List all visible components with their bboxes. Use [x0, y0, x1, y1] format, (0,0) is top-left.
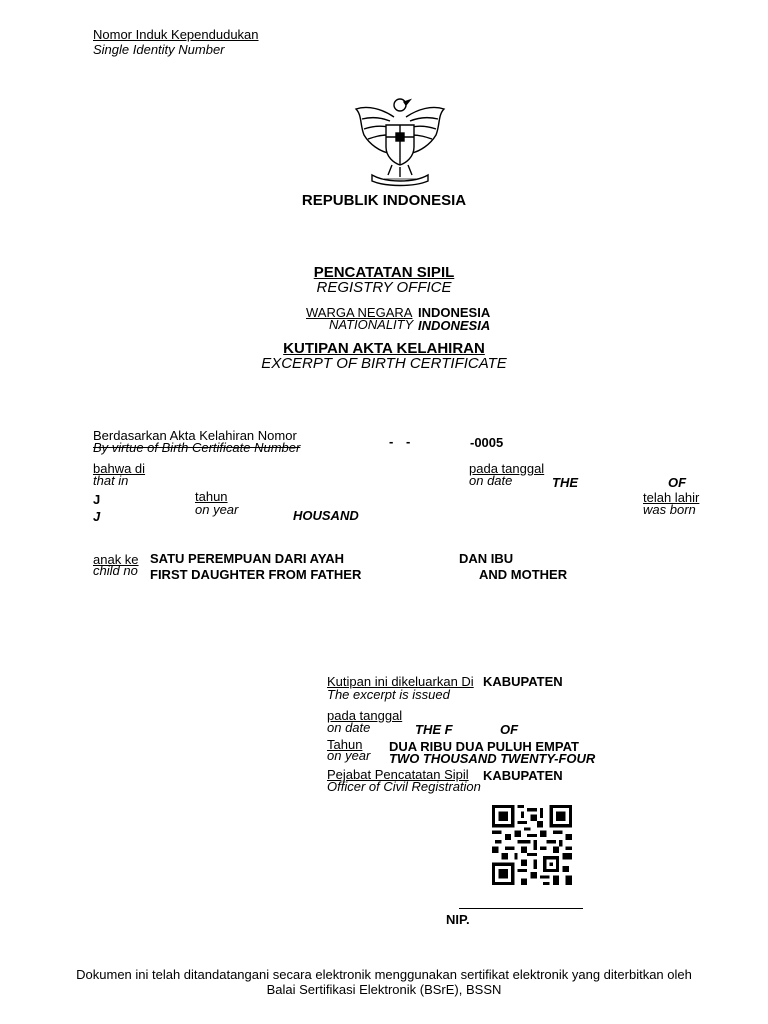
officer-value: KABUPATEN	[483, 768, 563, 783]
footer-line-1: Dokumen ini telah ditandatangani secara elektronik menggunakan sertifikat elektronik yang diterbitkan oleh	[76, 967, 692, 982]
nik-label-en: Single Identity Number	[93, 42, 225, 57]
issue-year-value: DUA RIBU DUA PULUH EMPAT	[389, 739, 579, 754]
officer-label: Pejabat Pencatatan Sipil	[327, 767, 469, 782]
basis-label-en: By virtue of Birth Certificate Number	[93, 440, 301, 455]
issue-year-label: Tahun	[327, 737, 363, 752]
garuda-emblem	[352, 95, 448, 187]
nik-label: Nomor Induk Kependudukan	[93, 27, 259, 42]
office-title: PENCATATAN SIPIL	[313, 264, 455, 281]
nationality-value-en: INDONESIA	[418, 318, 491, 333]
issue-date-of: OF	[500, 722, 519, 737]
place-label: bahwa di	[93, 461, 146, 476]
issue-year-value-en: TWO THOUSAND TWENTY-FOUR	[389, 751, 596, 766]
issued-label-en: The excerpt is issued	[327, 687, 450, 702]
issued-value: KABUPATEN	[483, 674, 563, 689]
cert-dash-2: -	[406, 434, 411, 449]
date-label-en: on date	[469, 473, 513, 488]
date-of: OF	[668, 475, 687, 490]
nationality-label: WARGA NEGARA	[306, 305, 413, 320]
date-the: THE	[552, 475, 578, 490]
footer-line-2: Balai Sertifikasi Elektronik (BSrE), BSSN	[266, 982, 502, 997]
signature-line	[459, 908, 583, 909]
basis-label: Berdasarkan Akta Kelahiran Nomor	[93, 428, 297, 443]
place-label-en: that in	[93, 473, 129, 488]
office-title-en: REGISTRY OFFICE	[316, 279, 452, 296]
year-label-en: on year	[195, 502, 239, 517]
document-title-en: EXCERPT OF BIRTH CERTIFICATE	[261, 355, 507, 372]
born-label: telah lahir	[643, 490, 700, 505]
child-label: anak ke	[93, 552, 139, 567]
document-title: KUTIPAN AKTA KELAHIRAN	[283, 340, 485, 357]
qr-code	[491, 805, 573, 885]
officer-label-en: Officer of Civil Registration	[327, 779, 481, 794]
child-value: SATU PEREMPUAN DARI AYAH	[150, 551, 345, 566]
issue-date-the: THE F	[415, 722, 453, 737]
year-value: HOUSAND	[293, 508, 359, 523]
place-value-1: J	[93, 492, 101, 507]
nip-label: NIP.	[446, 912, 470, 927]
place-value-2: J	[93, 509, 101, 524]
cert-number: -0005	[470, 435, 504, 450]
year-label: tahun	[195, 489, 228, 504]
born-label-en: was born	[643, 502, 696, 517]
mother-label: DAN IBU	[459, 551, 514, 566]
child-value-en: FIRST DAUGHTER FROM FATHER	[150, 567, 362, 582]
date-label: pada tanggal	[469, 461, 545, 476]
cert-dash-1: -	[389, 434, 394, 449]
country-title: REPUBLIK INDONESIA	[301, 192, 467, 209]
issue-year-label-en: on year	[327, 748, 371, 763]
issued-label: Kutipan ini dikeluarkan Di	[327, 674, 474, 689]
nationality-value: INDONESIA	[418, 305, 491, 320]
child-label-en: child no	[93, 563, 138, 578]
issue-date-label-en: on date	[327, 720, 371, 735]
nationality-label-en: NATIONALITY	[329, 317, 414, 332]
issue-date-label: pada tanggal	[327, 708, 403, 723]
mother-label-en: AND MOTHER	[479, 567, 568, 582]
